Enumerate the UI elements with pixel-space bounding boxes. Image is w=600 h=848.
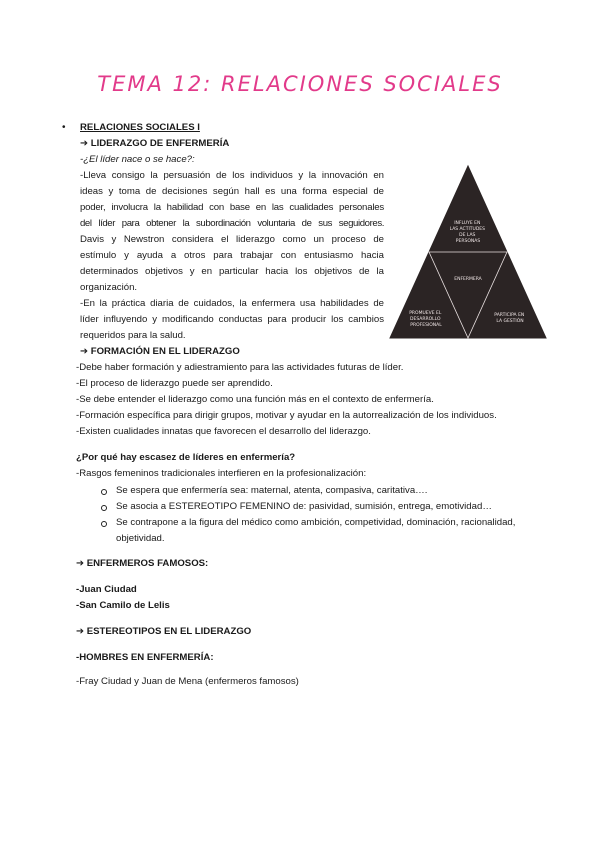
sub-item: Se espera que enfermería sea: maternal, atenta, compasiva, caritativa…. [116, 485, 428, 496]
heading-estereotipos-label: ESTEREOTIPOS EN EL LIDERAZGO [86, 626, 252, 637]
question-escasez: ¿Por qué hay escasez de líderes en enfermería? [76, 452, 296, 463]
p1-line: del líder para obtener la subordinación voluntaria de sus seguidores. [80, 218, 384, 229]
sub-item: Se asocia a ESTEREOTIPO FEMENINO de: pasividad, sumisión, entrega, emotividad… [116, 501, 492, 512]
sub-item-continuation: objetividad. [116, 533, 165, 544]
p2-line: líder influyendo y modificando conductas para producir los cambios [80, 314, 384, 325]
p1-line: Davis y Newstron considera el liderazgo como un proceso de [80, 234, 384, 245]
question-lider: -¿El líder nace o se hace?: [80, 154, 195, 165]
formacion-item: -Existen cualidades innatas que favorecen el desarrollo del liderazgo. [76, 426, 371, 437]
formacion-item: -Formación específica para dirigir grupos, motivar y ayudar en la autorrealización de los individuos. [76, 410, 497, 421]
sub-item: Se contrapone a la figura del médico como ambición, competividad, dominación, racionalidad, [116, 517, 516, 528]
arrow-icon: ➔ [76, 558, 85, 569]
p1-line: estímulo y ayuda a otros para trabajar con entusiasmo hacia [80, 250, 384, 261]
arrow-icon: ➔ [80, 138, 89, 149]
rasgos-text: -Rasgos femeninos tradicionales interfieren en la profesionalización: [76, 468, 367, 479]
p2-line: requeridos para la salud. [80, 330, 186, 341]
p1-line: organización. [80, 282, 138, 293]
p1-line: poder, involucra la habilidad con base en las cualidades personales [80, 202, 384, 213]
heading-famosos [76, 558, 208, 570]
arrow-icon: ➔ [76, 626, 85, 637]
diagram-label-center: ENFERMERA [454, 277, 482, 282]
leadership-triangle-diagram [388, 162, 548, 342]
famoso-item: -San Camilo de Lelis [76, 600, 170, 611]
heading-famosos-label: ENFERMEROS FAMOSOS: [86, 558, 209, 569]
heading-formacion-label: FORMACIÓN EN EL LIDERAZGO [90, 346, 240, 357]
formacion-item: -Se debe entender el liderazgo como una función más en el contexto de enfermería. [76, 394, 434, 405]
diagram-label-right: PARTICIPA EN LA GESTIÓN [494, 313, 525, 324]
heading-liderazgo [80, 138, 229, 150]
heading-estereotipos [76, 626, 251, 638]
formacion-item: -El proceso de liderazgo puede ser aprendido. [76, 378, 273, 389]
p1-line: determinados objetivos y en particular hacia los objetivos de la [80, 266, 384, 277]
circle-bullet-icon [101, 505, 107, 511]
heading-formacion [80, 346, 240, 358]
formacion-item: -Debe haber formación y adiestramiento para las actividades futuras de líder. [76, 362, 404, 373]
section-heading: RELACIONES SOCIALES I [80, 122, 200, 133]
p1-line: -Lleva consigo la persuasión de los individuos y la innovación en [80, 170, 384, 181]
heading-hombres: -HOMBRES EN ENFERMERÍA: [76, 652, 214, 663]
circle-bullet-icon [101, 489, 107, 495]
heading-liderazgo-label: LIDERAZGO DE ENFERMERÍA [90, 138, 230, 149]
hombres-text: -Fray Ciudad y Juan de Mena (enfermeros famosos) [76, 676, 299, 687]
diagram-label-top: INFLUYE EN LAS ACTITUDES DE LAS PERSONAS [449, 221, 485, 244]
famoso-item: -Juan Ciudad [76, 584, 137, 595]
bullet-icon: • [62, 122, 66, 133]
p2-line: -En la práctica diaria de cuidados, la enfermera usa habilidades de [80, 298, 384, 309]
page-title: TEMA 12: RELACIONES SOCIALES [97, 72, 503, 96]
arrow-icon: ➔ [80, 346, 89, 357]
diagram-label-left: PROMUEVE EL DESARROLLO PROFESIONAL [409, 311, 442, 328]
circle-bullet-icon [101, 521, 107, 527]
p1-line: ideas y toma de decisiones según hall es una forma especial de [80, 186, 384, 197]
